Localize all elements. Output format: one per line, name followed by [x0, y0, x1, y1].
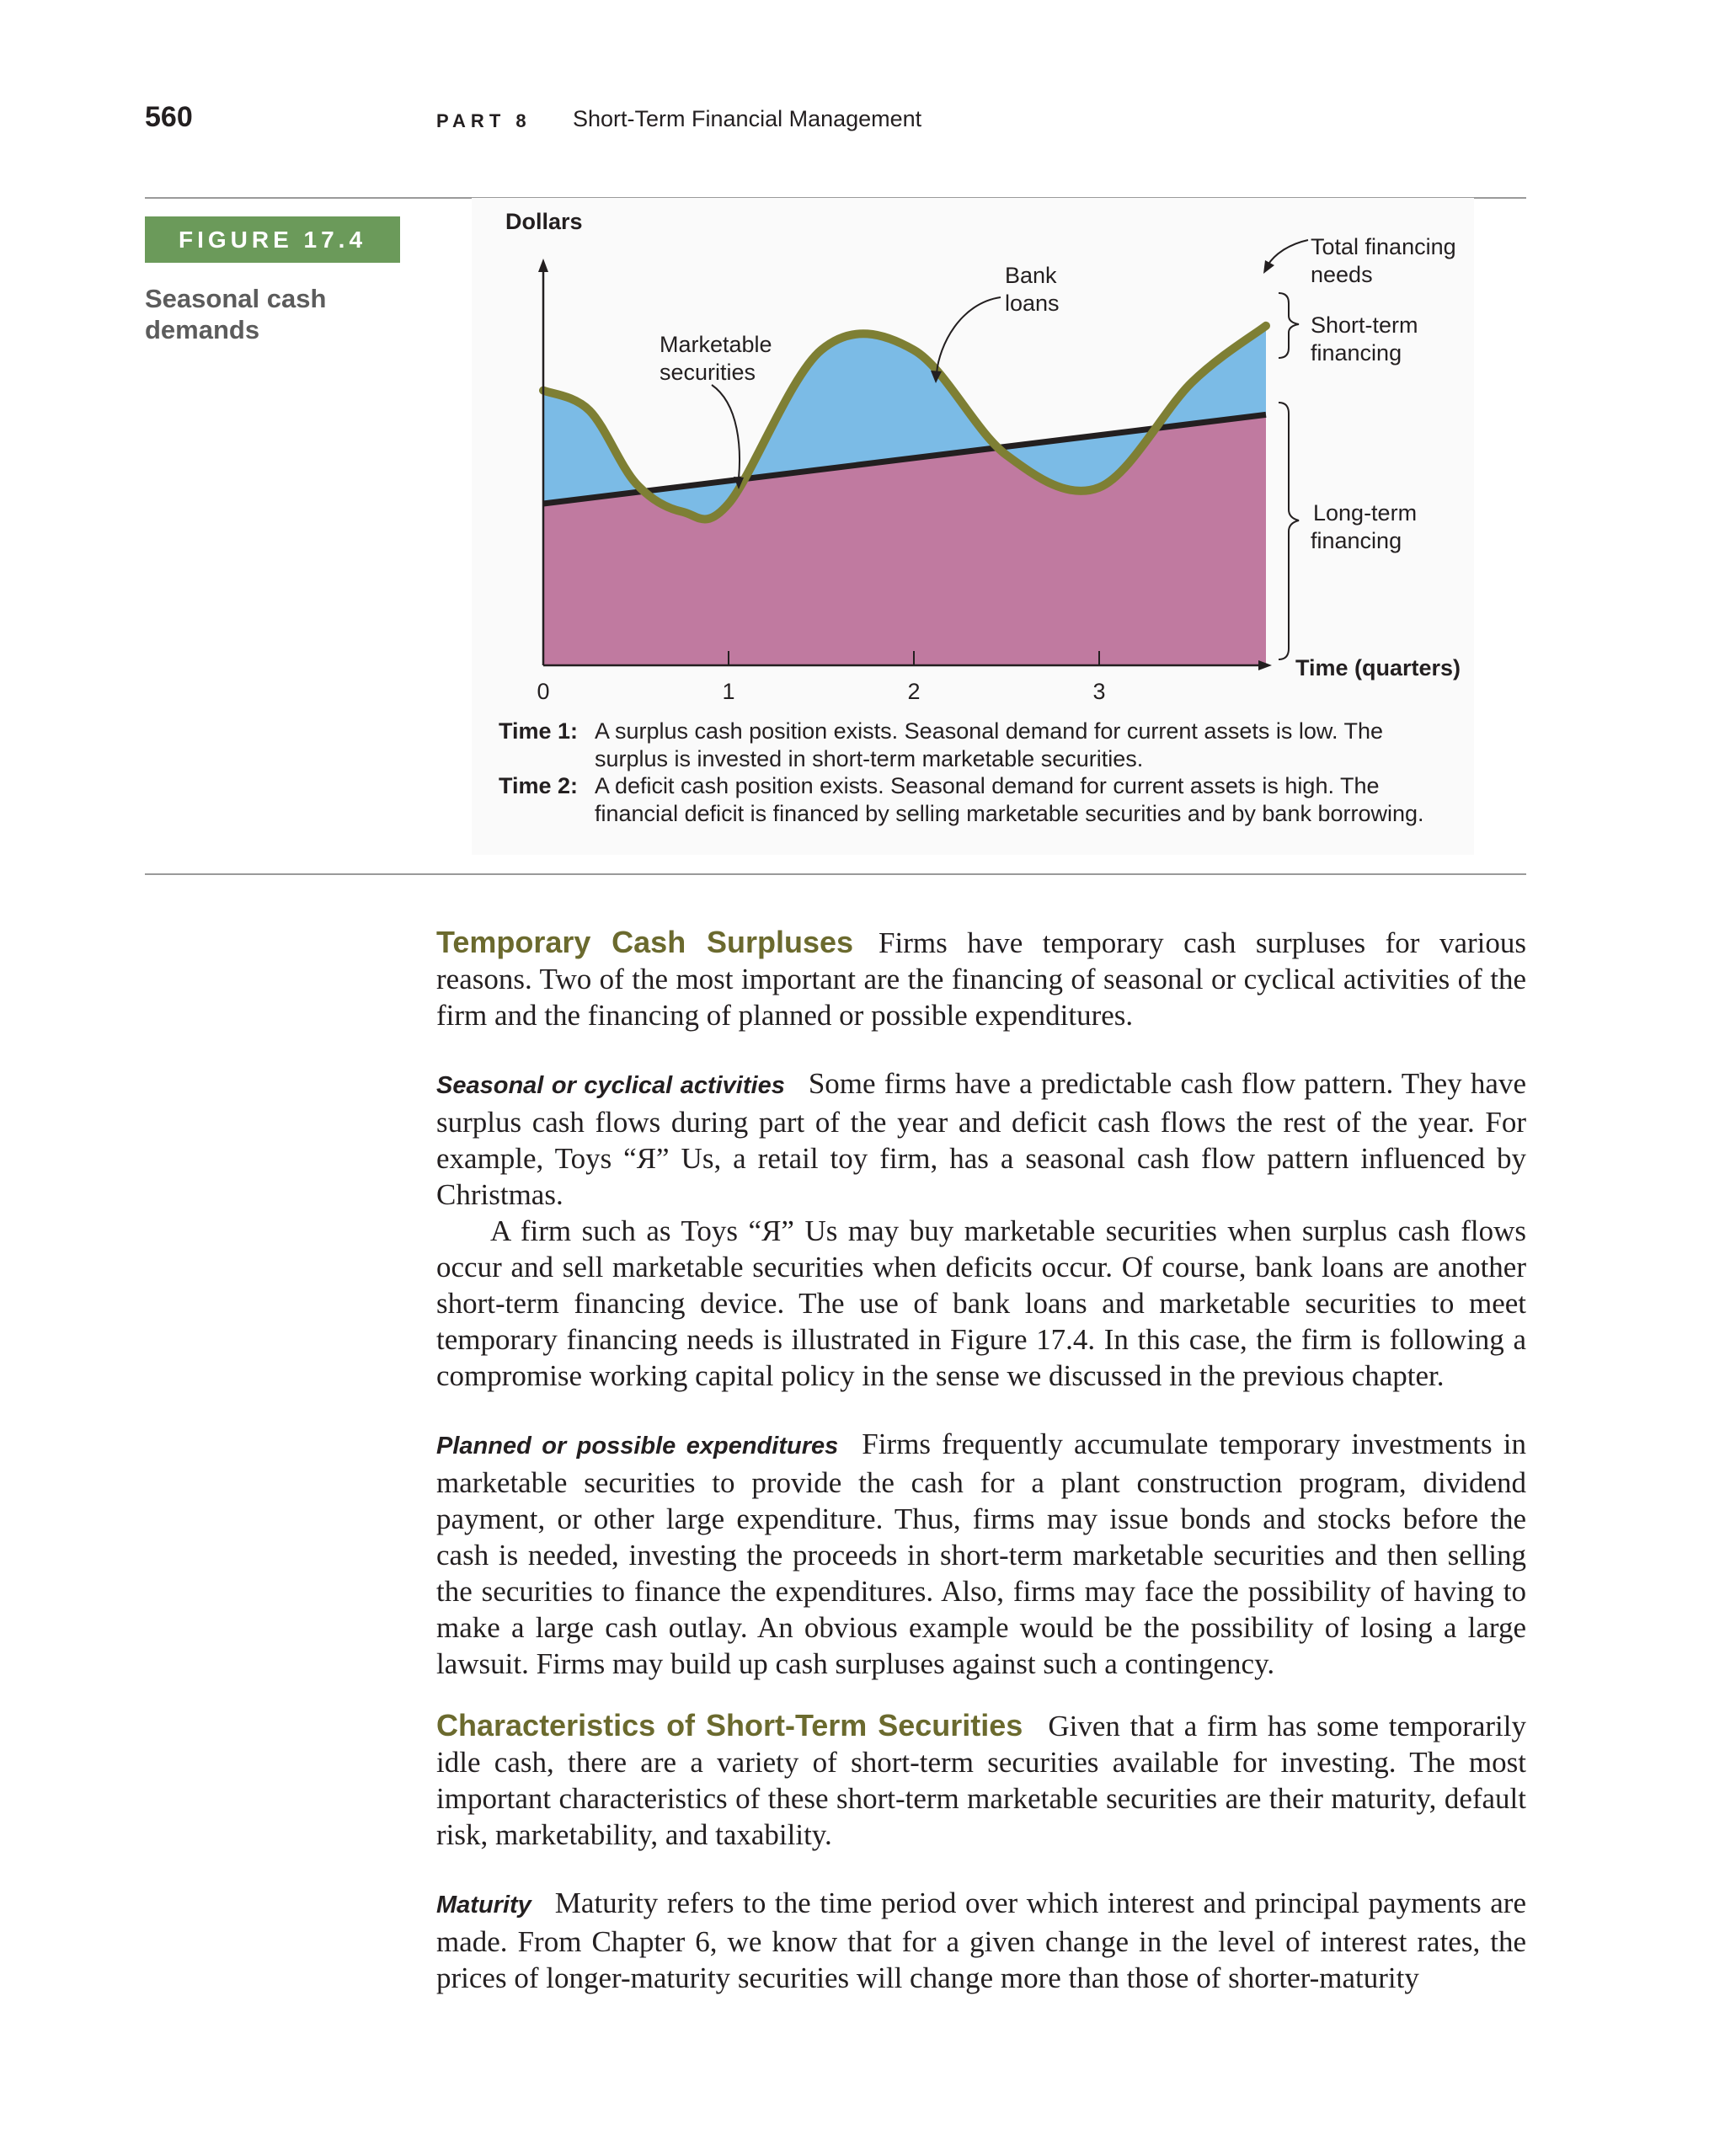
short-term-label-1: Short-term — [1311, 312, 1418, 338]
x-axis-label: Time (quarters) — [1295, 655, 1461, 680]
section-heading: Temporary Cash Surpluses — [436, 925, 854, 959]
paragraph-seasonal-activities — [436, 1065, 1526, 1213]
bank-loans-pointer — [937, 297, 1001, 373]
x-tick-label-3: 3 — [1092, 679, 1106, 704]
subsection-heading: Seasonal or cyclical activities — [436, 1072, 785, 1099]
marketable-securities-pointer — [712, 385, 740, 478]
paragraph-toys-r-us — [436, 1213, 1526, 1394]
paragraph-text: Maturity refers to the time period over which interest and principal payments are made. From Chapter 6, we know that for a given change in the level of interest rates, the prices of longer-maturity securities will change more than those of shorter-maturity — [436, 1886, 1526, 1994]
figure-notes — [499, 718, 1459, 827]
paragraph-text: Firms frequently accumulate temporary investments in marketable securities to provide the cash for a plant construction program, dividend payment, or other large expenditure. Thus, firms may issue bonds and stocks before the cash is needed, investing the proceeds in short-term marketable securities and then selling the securities to finance the expenditures. Also, firms may face the possibility of having to make a large cash outlay. An obvious example would be the possibility of losing a large lawsuit. Firms may build up cash surpluses against such a contingency. — [436, 1428, 1526, 1680]
paragraph-text: Some firms have a predictable cash flow pattern. They have surplus cash flows during part of the year and deficit cash flows the rest of the year. For example, Toys “Я” Us, a retail toy firm, has a seasonal cash flow pattern influenced by Christmas. — [436, 1067, 1526, 1211]
paragraph-text: Firms have temporary cash surpluses for various reasons. Two of the most important are the financing of seasonal or cyclical activities of the firm and the financing of planned or possible expenditures. — [436, 926, 1526, 1032]
total-financing-label-2: needs — [1311, 262, 1373, 287]
body-text — [436, 924, 1526, 1996]
subsection-heading: Maturity — [436, 1892, 531, 1919]
marketable-securities-label-2: securities — [660, 360, 756, 385]
section-heading: Characteristics of Short-Term Securities — [436, 1708, 1023, 1742]
subsection-heading: Planned or possible expenditures — [436, 1433, 839, 1460]
short-term-brace — [1279, 293, 1299, 358]
x-tick-label-1: 1 — [722, 679, 735, 704]
paragraph-temporary-cash-surpluses — [436, 924, 1526, 1033]
long-term-label-1: Long-term — [1313, 500, 1418, 526]
bank-loans-label-1: Bank — [1005, 263, 1057, 288]
figure-panel — [472, 198, 1474, 855]
figure-badge: FIGURE 17.4 — [145, 216, 400, 263]
note-label: Time 1: — [499, 718, 579, 744]
long-term-label-2: financing — [1311, 528, 1402, 553]
y-axis-arrow — [538, 259, 548, 272]
x-tick-label-0: 0 — [537, 679, 550, 704]
note-text: A deficit cash position exists. Seasonal demand for current assets is high. The financial deficit is financed by selling marketable securities and by bank borrowing. — [595, 773, 1424, 826]
paragraph-maturity — [436, 1885, 1526, 1996]
total-financing-label-1: Total financing — [1311, 234, 1456, 259]
paragraph-text: A firm such as Toys “Я” Us may buy marketable securities when surplus cash flows occur and sell marketable securities when deficits occur. Of course, bank loans are another short-term financing device. The use of bank loans and marketable securities to meet temporary financing needs is illustrated in Figure 17.4. In this case, the firm is following a compromise working capital policy in the sense we discussed in the previous chapter. — [436, 1214, 1526, 1392]
page-number: 560 — [145, 101, 193, 133]
long-term-brace — [1279, 403, 1299, 659]
short-term-label-2: financing — [1311, 340, 1402, 366]
figure-bottom-divider — [145, 873, 1526, 875]
total-financing-pointer — [1268, 240, 1308, 265]
note-text: A surplus cash position exists. Seasonal demand for current assets is low. The surplus is invested in short-term marketable securities. — [595, 718, 1383, 771]
marketable-securities-label-1: Marketable — [660, 332, 772, 357]
figure-note-time-2 — [499, 772, 1459, 827]
paragraph-text: Given that a firm has some temporarily idle cash, there are a variety of short-term securities available for investing. The most important characteristics of these short-term marketable securities are their maturity, default risk, marketability, and taxability. — [436, 1710, 1526, 1851]
running-title: Short-Term Financial Management — [573, 106, 922, 131]
paragraph-planned-expenditures — [436, 1426, 1526, 1682]
part-label: PART 8 — [436, 110, 531, 131]
figure-caption: Seasonal cash demands — [145, 284, 327, 344]
paragraph-short-term-securities — [436, 1707, 1526, 1853]
note-label: Time 2: — [499, 773, 579, 798]
y-axis-label: Dollars — [505, 209, 583, 234]
x-tick-label-2: 2 — [907, 679, 921, 704]
figure-note-time-1 — [499, 718, 1459, 772]
bank-loans-label-2: loans — [1005, 291, 1060, 316]
